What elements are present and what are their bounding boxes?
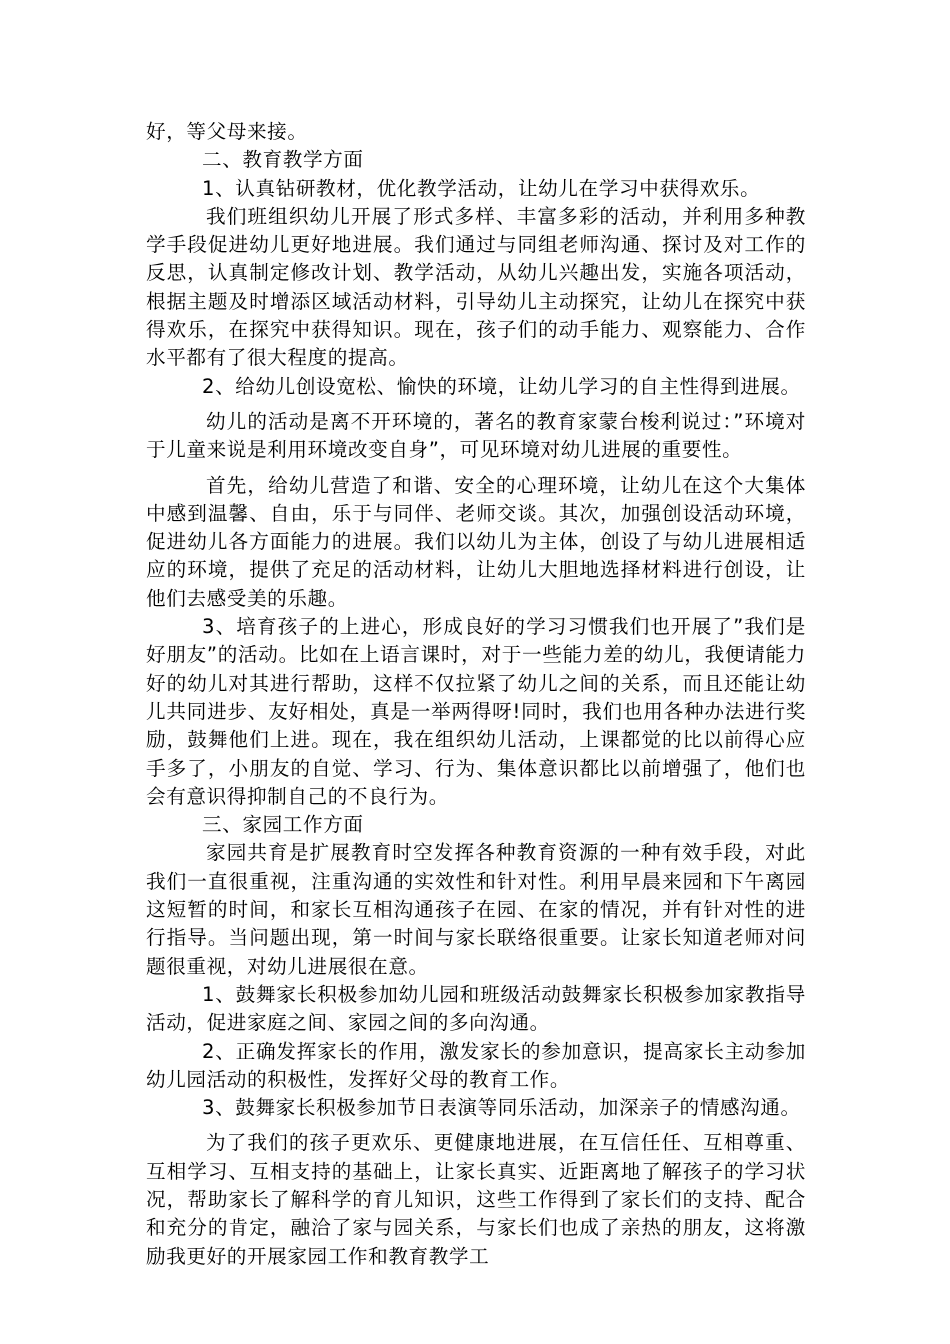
section-heading-home-school: 三、家园工作方面 — [202, 813, 364, 837]
section-heading-teaching: 二、教育教学方面 — [202, 148, 364, 172]
list-item-learning-habits: 3、培育孩子的上进心，形成良好的学习习惯我们也开展了”我们是好朋友”的活动。比如在上语言课时，对于一些能力差的幼儿，我便请能力好的幼儿对其进行帮助，这样不仅拉紧了幼儿之间的关系，而且还能让幼儿共同进步、友好相处，真是一举两得呀!同时，我们也用各种办法进行奖励，鼓舞他们上进。现在，我在组织幼儿活动，上课都觉的比以前得心应手多了，小朋友的自觉、学习、行为、集体意识都比以前增强了，他们也会有意识得抑制自己的不良行为。 — [146, 615, 806, 808]
list-item-parent-role: 2、正确发挥家长的作用，激发家长的参加意识，提高家长主动参加幼儿园活动的积极性，发挥好父母的教育工作。 — [146, 1039, 806, 1091]
list-item-study-materials: 1、认真钻研教材，优化教学活动，让幼儿在学习中获得欢乐。 — [202, 176, 761, 200]
paragraph-continuation: 好，等父母来接。 — [146, 120, 308, 143]
paragraph-activities: 我们班组织幼儿开展了形式多样、丰富多彩的活动，并利用多种教学手段促进幼儿更好地进展。我们通过与同组老师沟通、探讨及对工作的反思，认真制定修改计划、教学活动，从幼儿兴趣出发，实施各项活动，根据主题及时增添区域活动材料，引导幼儿主动探究，让幼儿在探究中获得欢乐，在探究中获得知识。现在，孩子们的动手能力、观察能力、合作水平都有了很大程度的提高。 — [146, 204, 806, 370]
paragraph-conclusion: 为了我们的孩子更欢乐、更健康地进展，在互信任任、互相尊重、互相学习、互相支持的基础上，让家长真实、近距离地了解孩子的学习状况，帮助家长了解科学的育儿知识，这些工作得到了家长们的支持、配合和充分的肯定，融洽了家与园关系，与家长们也成了亲热的朋友，这将激励我更好的开展家园工作和教育教学工 — [146, 1131, 806, 1268]
paragraph-co-education: 家园共育是扩展教育时空发挥各种教育资源的一种有效手段，对此我们一直很重视，注重沟通的实效性和针对性。利用早晨来园和下午离园这短暂的时间，和家长互相沟通孩子在园、在家的情况，并有针对性的进行指导。当问题出现，第一时间与家长联络很重要。让家长知道老师对问题很重视，对幼儿进展很在意。 — [146, 841, 806, 978]
list-item-festival-events: 3、鼓舞家长积极参加节日表演等同乐活动，加深亲子的情感沟通。 — [202, 1096, 801, 1120]
paragraph-montessori: 幼儿的活动是离不开环境的，著名的教育家蒙台梭利说过：”环境对于儿童来说是利用环境改变自身”，可见环境对幼儿进展的重要性。 — [146, 409, 806, 462]
paragraph-environment-creation: 首先，给幼儿营造了和谐、安全的心理环境，让幼儿在这个大集体中感到温馨、自由，乐于与同伴、老师交谈。其次，加强创设活动环境，促进幼儿各方面能力的进展。我们以幼儿为主体，创设了与幼儿进展相适应的环境，提供了充足的活动材料，让幼儿大胆地选择材料进行创设，让他们去感受美的乐趣。 — [146, 473, 806, 610]
list-item-environment: 2、给幼儿创设宽松、愉快的环境，让幼儿学习的自主性得到进展。 — [202, 374, 801, 398]
list-item-parent-participation: 1、鼓舞家长积极参加幼儿园和班级活动鼓舞家长积极参加家教指导活动，促进家庭之间、家园之间的多向沟通。 — [146, 982, 806, 1035]
document-body — [146, 118, 806, 1271]
